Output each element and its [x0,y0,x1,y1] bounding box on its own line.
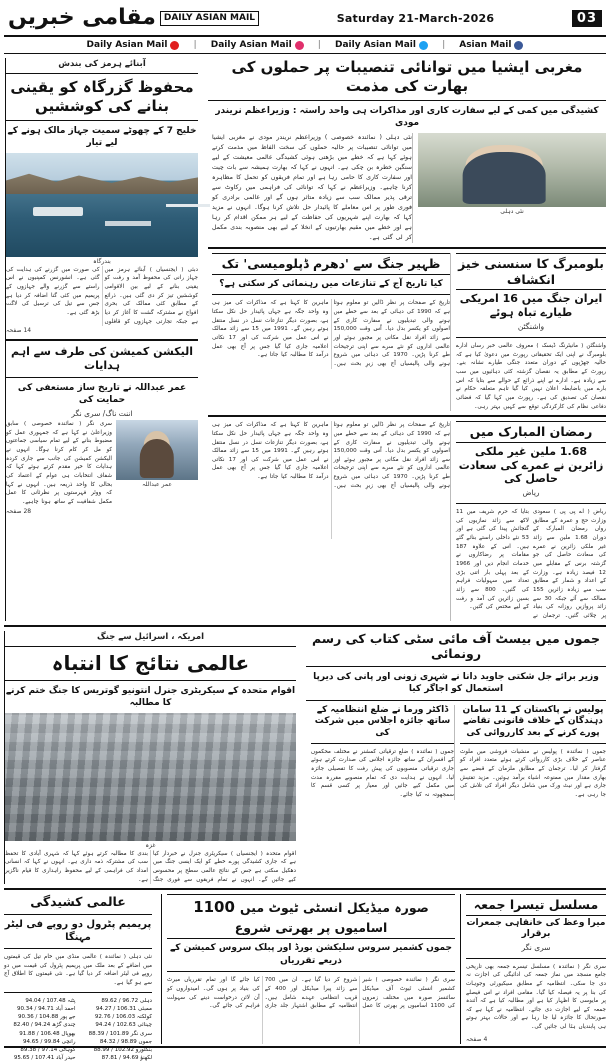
petrol-rate-item: دہلی 96.72 / 89.62 [101,997,152,1004]
article-war [4,631,301,885]
petrol-headline: عالمی کشیدگی [30,894,126,910]
election-subhead: عمر عبداللہ نے تاریخ ساز مستعفی کی حمایت کی [17,382,187,406]
medical-subhead: جموں کشمیر سروس سلیکشن بورڈ اور پبلک سروس کمیشن کے ذریعے تقرریاں [169,943,453,966]
twitter-icon [419,41,428,50]
election-byline: اننت ناگ/ سری نگر [71,408,133,418]
article-hormuz [6,58,198,335]
election-caption: عمر عبداللہ [142,480,172,488]
friday-body: سری نگر ( نمائندہ ) مسلسل تیسرے جمعہ بھی تاریخی جامع مسجد میں نماز جمعہ کی ادائیگی کی اجازت نہ دی جا سکی۔ انتظامیہ کے مطابق سیکیورٹی وجوہات کی بنا پر یہ فیصلہ کیا گیا۔ مقامی افراد نے اس فیصلے پر مایوسی کا اظہار کیا ہے اور مطالبہ کیا ہے کہ آئندہ جمعہ کے لیے اجازت دی جائے۔ انتظامیہ نے کہا ہے کہ صورتحال کا جائزہ لیا جا رہا ہے اور حالات بہتر ہوتے ہی پابندیاں ہٹا لی جائیں گی۔ [466,963,606,1031]
war-kicker: امریکہ ، اسرائیل سے جنگ [96,631,204,642]
hormuz-subhead: خلیج 7 کے چھوٹے سمیت جہاز مالک ہونے کے لیے تیار [7,125,197,149]
petrol-rate-item: سری نگر 101.89 / 88.39 [88,1030,152,1037]
friday-headline: مسلسل تیسرا جمعہ [466,894,606,916]
article-bloomberg [456,253,606,411]
medical-headline-post: اسامیوں پر بھرتی شروع [234,920,388,936]
petrol-rate-item: پٹنہ 107.48 / 94.04 [25,997,76,1004]
petrol-rate-item: لکھنؤ 94.69 / 87.81 [101,1055,152,1062]
article-petrol [4,894,156,1062]
book-subhead: وزیر برائے جل شکتی جاوید دانا نے شہری زونی اور پانی کی دیرپا استعمال کو اجاگر کیا [313,671,599,695]
hormuz-footer-note: 14 صفحہ [6,327,32,335]
war-body: اقوام متحدہ ( ایجنسیاں ) سیکریٹری جنرل نے خبردار کیا ہے کہ جاری کشیدگی پورے خطے کو ایک ایسی جنگ میں دھکیل سکتی ہے جس کے نتائج عالمی سطح پر محسوس کیے جائیں گے۔ انہوں نے تمام فریقوں سے فوری جنگ بندی کا مطالبہ کرتے ہوئے کہا کہ شہری آبادی کا تحفظ سب کی مشترکہ ذمہ داری ہے۔ انہوں نے کہا کہ انسانی امداد کی فراہمی کے لیے محفوظ راہداری کا قیام ناگزیر ہے۔ [5,850,296,883]
youtube-icon [170,41,179,50]
social-twitter-label: Daily Asian Mail [335,40,416,50]
book-col2-body: جموں ( نمائندہ ) پولیس نے منشیات فروشی میں ملوث عناصر کے خلاف بڑی کارروائی کرتے ہوئے متعدد افراد کو گرفتار کر لیا۔ ترجمان کے مطابق ملزمان کے قبضے سے بھاری مقدار میں ممنوعہ اشیاء برآمد ہوئیں۔ مزید تفتیش جاری ہے اور نیٹ ورک میں شامل دیگر افراد کی تلاش کی جا رہی ہے۔ [460,748,606,799]
medical-headline-number: 1100 [193,898,235,917]
lead-left-photo [418,133,606,207]
social-youtube-label: Daily Asian Mail [86,40,168,50]
book-col2-headline: پولیس نے پاکستان کے 11 سامان دہندگان کے خلاف قانونی تقاضے پورے کرنے کے بعد کارروائی کی [462,705,604,738]
book-headline: جموں میں بیسٹ آف مائی سٹی کتاب کی رسم رونمائی [311,630,600,662]
war-photo [5,713,296,841]
petrol-rate-item: جے پور 104.88 / 90.36 [17,1014,76,1021]
lead-left-headline: مغربی ایشیا میں توانائی تنصیبات پر حملوں کی بھارت کی مذمت [231,58,583,95]
petrol-rate-item: گوہاٹی 97.14 / 89.38 [20,1047,76,1054]
ramzan-subhead: 1.68 ملین غیر ملکی زائرین نے عمرے کی سعادت حاصل کی [458,444,604,486]
ramzan-byline: ریاض [522,488,540,498]
medical-headline-pre: صورہ میڈیکل انسٹی ٹیوٹ میں [240,900,429,916]
lead-left-subhead: کشیدگی میں کمی کے لیے سفارت کاری اور مذاکرات ہی واحد راستہ : وزیراعظم نریندر مودی [215,105,599,129]
hormuz-body: دبئی ( ایجنسیاں ) آبنائے ہرمز میں جہاز رانی کی محفوظ آمد و رفت کو یقینی بنانے کے لیے بین الاقوامی کوششیں تیز کر دی گئی ہیں۔ ذرائع کے مطابق کئی ممالک کی بحری افواج نے مشترکہ گشت کا آغاز کر دیا ہے جبکہ تجارتی جہازوں کو قافلوں کی صورت میں گزرنے کی ہدایت کی گئی ہے۔ انشورنس کمپنیوں نے اس راستے سے گزرنے والے جہازوں کے پریمیم میں کئی گنا اضافہ کر دیا ہے جس سے تیل کی ترسیل کی لاگت بڑھ گئی ہے۔ [6,266,198,325]
article-medical [161,894,461,1044]
book-col1-headline: ڈاکٹر ورما نے ضلع انتظامیہ کے ساتھ جائزہ اجلاس میں شرکت کی [314,705,451,738]
masthead-logo [8,7,259,29]
section-title: مقامی خبریں [8,5,156,30]
diplomacy-body-continued: تاریخ کے صفحات پر نظر ڈالیں تو معلوم ہوتا ہے کہ 1990 کی دہائی کے بعد سے خطے میں ہونے والی تبدیلیوں نے سفارت کاری کے اصولوں کو یکسر بدل دیا۔ اُس وقت 150,000 سے زائد افراد نقل مکانی پر مجبور ہوئے اور عالمی اداروں کو نئے سرے سے اپنی ترجیحات طے کرنا پڑیں۔ 1970 کی دہائی میں شروع ہونے والی پالیسیاں آج بھی زیرِ بحث ہیں۔ ماہرین کا کہنا ہے کہ مذاکرات کی میز ہی وہ واحد جگہ ہے جہاں پائیدار حل نکل سکتا ہے، بصورت دیگر تنازعات نسل در نسل منتقل ہوتے رہیں گے۔ 1991 میں 15 سے زائد ممالک نے اس عمل میں شرکت کی اور 17 نکاتی اعلامیہ جاری کیا گیا جس پر آج بھی عمل درآمد کا مطالبہ کیا جاتا ہے۔ [212,422,451,489]
divider: | [317,40,321,50]
bloomberg-byline: واشنگٹن [517,321,545,331]
issue-date: Saturday 21-March-2026 [336,11,495,25]
election-photo [116,420,198,480]
article-election [6,345,198,515]
book-col1-body: جموں ( نمائندہ ) ضلع ترقیاتی کمشنر نے مختلف محکموں کے افسران کے ساتھ جائزہ اجلاس کی صدارت کرتے ہوئے جاری ترقیاتی منصوبوں کی پیش رفت کا تفصیلی جائزہ لیا۔ انہوں نے ہدایت دی کہ تمام منصوبے مقررہ مدت میں مکمل کیے جائیں اور معیار پر کسی قسم کا سمجھوتہ نہ کیا جائے۔ [311,748,454,799]
diplomacy-subhead: کیا تاریخ آج کے تنازعات میں رہنمائی کر سکتی ہے؟ [219,278,443,289]
friday-footer-note: 4 صفحہ [466,1036,488,1044]
medical-body: سری نگر ( نمائندہ خصوصی ) شیر کشمیر انسٹی ٹیوٹ آف میڈیکل سائنسز صورہ میں مختلف زمروں کی 1100 اسامیوں پر بھرتی کا عمل شروع کر دیا گیا ہے۔ ان میں 700 سے زائد پیرا میڈیکل اور 400 کے قریب انتظامی عہدے شامل ہیں۔ انتظامیہ کے مطابق اشتہار جلد جاری کیا جائے گا اور تمام تقرریاں میرٹ کی بنیاد پر ہوں گی۔ امیدواروں کو آن لائن درخواست دینے کی سہولت فراہم کی جائے گی۔ [167,977,455,1010]
petrol-rate-item: چینائی 102.63 / 94.24 [95,1022,152,1029]
bloomberg-headline: بلومبرگ کا سنسنی خیز انکشاف [456,253,606,290]
diplomacy-headline: ظہیر جنگ سے 'دھرم ڈپلومیسی' تک [212,253,450,275]
petrol-rate-item: رانچی 99.84 / 94.65 [23,1038,76,1045]
diplomacy-body: تاریخ کے صفحات پر نظر ڈالیں تو معلوم ہوتا ہے کہ 1990 کی دہائی کے بعد سے خطے میں ہونے والی تبدیلیوں نے سفارت کاری کے اصولوں کو یکسر بدل دیا۔ اُس وقت 150,000 سے زائد افراد نقل مکانی پر مجبور ہوئے اور عالمی اداروں کو نئے سرے سے اپنی ترجیحات طے کرنا پڑیں۔ 1970 کی دہائی میں شروع ہونے والی پالیسیاں آج بھی زیرِ بحث ہیں۔ ماہرین کا کہنا ہے کہ مذاکرات کی میز ہی وہ واحد جگہ ہے جہاں پائیدار حل نکل سکتا ہے، بصورت دیگر تنازعات نسل در نسل منتقل ہوتے رہیں گے۔ 1991 میں 15 سے زائد ممالک نے اس عمل میں شرکت کی اور 17 نکاتی اعلامیہ جاری کیا گیا جس پر آج بھی عمل درآمد کا مطالبہ کیا جاتا ہے۔ [212,300,451,368]
divider: | [441,40,446,50]
war-headline: عالمی نتائج کا انتباہ [51,650,250,675]
petrol-rate-item: احمد آباد 94.71 / 90.34 [16,1005,76,1012]
ramzan-headline: رمضان المبارک میں [456,421,606,443]
friday-byline: سری نگر [521,942,551,952]
petrol-rate-item: بنگلورو 102.92 / 88.99 [93,1047,152,1054]
petrol-rate-item: بھوپال 106.48 / 91.88 [19,1030,76,1037]
hormuz-headline: محفوظ گزرگاہ کو یقینی بنانے کی کوششیں [10,78,194,115]
war-caption: غزہ [145,841,156,849]
petrol-body: نئی دہلی ( نمائندہ ) عالمی منڈی میں خام تیل کی قیمتوں میں اضافے کے بعد ملک میں پریمیم پٹرول کی قیمت میں دو روپے فی لیٹر اضافہ کر دیا گیا ہے۔ نئی قیمتوں کا اطلاق آج سے ہو گیا ہے۔ [4,954,152,987]
ramzan-body: ریاض ( اے پی پی ) سعودی وزارت حج و عمرہ کے مطابق رواں رمضان المبارک کے دوران 1.68 ملین سے زائد غیر ملکی زائرین نے عمرے کی سعادت حاصل کی جو گزشتہ برس کے مقابلے میں 12 فیصد زیادہ ہے۔ وزارت کے اعداد و شمار کے مطابق سب سے زیادہ زائرین 155 ممالک سے آئے جبکہ 30 سے زائد پروازیں روزانہ کی بنیاد پر چلائی گئیں۔ ترجمان نے بتایا کہ حرم شریف میں 11 لاکھ سے زائد نمازیوں کی گنجائش پیدا کی گئی ہے اور 53 نئے داخلی راستے بنائے گئے ہیں۔ اس کے علاوہ 187 مقامات پر رضاکاروں نے خدمات انجام دیں اور 1966 کے بعد پہلی بار اتنی بڑی تعداد میں سہولیات فراہم کی گئیں۔ 800 سے زائد بسیں زائرین کی آمد و رفت کے لیے مختص کی گئیں۔ [456,509,607,619]
social-instagram-label: Daily Asian Mail [210,40,292,50]
hormuz-photo [6,153,198,257]
petrol-rate-item: چندی گڑھ 94.24 / 82.40 [13,1022,76,1029]
diplomacy-continued [208,421,451,620]
hormuz-caption: بندرگاہ [93,257,111,265]
social-youtube[interactable] [87,40,180,50]
article-diplomacy [208,253,451,411]
petrol-rate-item: جموں 98.89 / 84.32 [99,1038,152,1045]
election-body: سری نگر ( نمائندہ خصوصی ) سابق وزیراعلیٰ نے کہا ہے کہ جمہوری عمل کو مضبوط بنانے کے لیے تمام سیاسی جماعتوں کو مل کر کام کرنا ہوگا۔ انہوں نے الیکشن کمیشن کی جانب سے جاری کردہ ہدایات کا خیر مقدم کرتے ہوئے کہا کہ شفاف انتخابات ہی عوام کے اعتماد کی بحالی کا واحد ذریعہ ہیں۔ انہوں نے کہا کہ ووٹر فہرستوں پر نظرثانی کا عمل مکمل شفافیت کے ساتھ ہونا چاہیے۔ [6,420,112,505]
social-facebook-label: Asian Mail [459,40,512,50]
right-rail [5,58,203,621]
social-bar [4,37,606,54]
divider: | [193,40,197,50]
bloomberg-subhead: ایران جنگ میں 16 امریکی طیارے تباہ ہوئے [459,292,603,320]
friday-subhead: میرا وعظ کی خانقاہی جمعرات برقرار [466,918,606,940]
book-subcol-1 [306,705,455,800]
lead-left-body: نئی دہلی ( نمائندہ خصوصی ) وزیراعظم نریندر مودی نے مغربی ایشیا میں توانائی تنصیبات پر حالیہ حملوں کی سخت الفاظ میں مذمت کرتے ہوئے کہا ہے کہ خطے میں بڑھتی ہوئی کشیدگی عالمی معیشت کے لیے سنگین خطرہ بن چکی ہے۔ انہوں نے کہا کہ بھارت ہمیشہ سے بات چیت اور سفارت کاری کا حامی رہا ہے اور تمام فریقوں کو تحمل کا مظاہرہ کرنا چاہیے۔ وزیراعظم نے کہا کہ توانائی کی فراہمی میں رکاوٹ سے ترقی پذیر ممالک سب سے زیادہ متاثر ہوں گے اور عالمی برادری کو فوری طور پر اس معاملے کا پائیدار حل تلاش کرنا ہوگا۔ انہوں نے مزید کہا کہ بھارت اپنے شہریوں کی حفاظت کے لیے ہر ممکن اقدام کر رہا ہے اور خطے میں مقیم بھارتیوں کے انخلا کے لیے بھی منصوبہ بندی مکمل کر لی گئی ہے۔ [208,133,413,244]
war-subhead: اقوام متحدہ کے سیکریٹری جنرل انتونیو گوتریس کا جنگ ختم کرنے کا مطالبہ [5,685,296,709]
logo-mark: DAILY ASIAN MAIL [160,11,259,26]
masthead [4,3,606,37]
election-footer-note: 28 صفحہ [6,507,32,515]
election-headline: الیکشن کمیشن کی طرف سے اہم ہدایات [11,345,193,373]
facebook-icon [514,41,523,50]
petrol-rate-item: ممبئی 106.31 / 94.27 [95,1005,152,1012]
article-friday [466,894,606,1044]
article-lead-left [208,58,606,243]
petrol-rate-item: حیدر آباد 107.41 / 95.65 [13,1055,76,1062]
petrol-rate-item: کولکتہ 106.03 / 92.76 [94,1014,152,1021]
social-facebook[interactable] [459,40,523,50]
petrol-rate-list [4,997,152,1063]
page-number: 03 [572,10,602,27]
petrol-subhead: پریمیم پٹرول دو روپے فی لیٹر مہنگا [4,919,152,943]
lead-left-caption: نئی دہلی [500,207,524,215]
social-instagram[interactable] [211,40,304,50]
social-twitter[interactable] [335,40,428,50]
instagram-icon [295,41,304,50]
article-book-launch [306,631,606,885]
hormuz-kicker: آبنائے ہرمز کی بندش [58,59,146,69]
bloomberg-body: واشنگٹن ( مانیٹرنگ ڈیسک ) معروف عالمی خبر رساں ادارے بلومبرگ نے اپنی ایک تحقیقاتی رپورٹ میں دعویٰ کیا ہے کہ حالیہ جھڑپوں کے دوران متعدد جنگی طیارے نشانہ بنے۔ رپورٹ کے مطابق یہ نقصان گزشتہ کئی دہائیوں میں سب سے زیادہ ہے۔ ادارے نے اپنے ذرائع کے حوالے سے بتایا کہ اس بارے میں باضابطہ اعلان نہیں کیا گیا تاہم متعلقہ حکام نے نقصان کی تصدیق کی ہے۔ رپورٹ میں کہا گیا کہ فضائی دفاعی نظام کی کارکردگی توقع سے کہیں بہتر رہی۔ [456,342,606,410]
article-ramzan [456,421,606,620]
book-subcol-2 [460,705,606,800]
